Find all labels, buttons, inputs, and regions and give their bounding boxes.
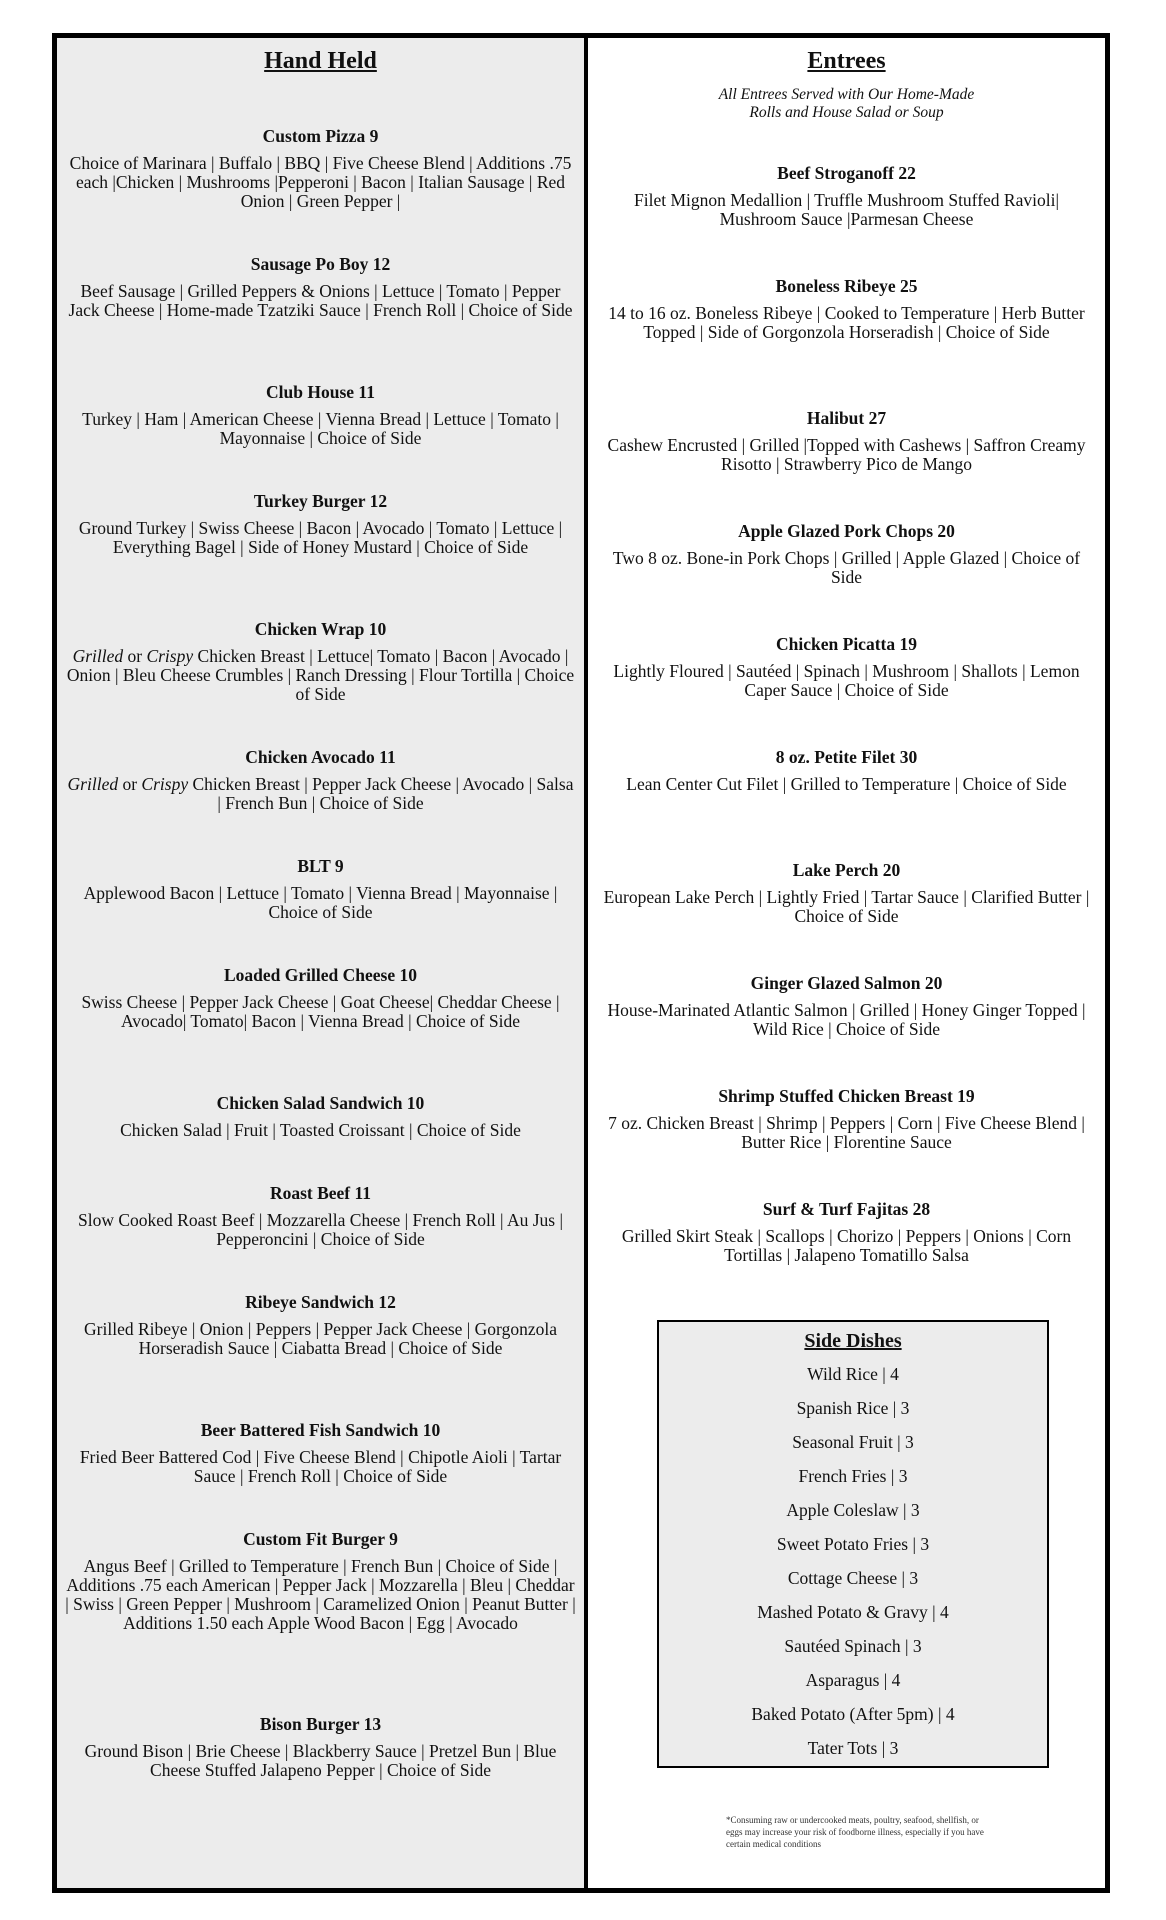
item-desc: Lightly Floured | Sautéed | Spinach | Mushroom | Shallots | Lemon Caper Sauce | Choice of Side	[613, 661, 1080, 700]
side-dish-item: Wild Rice | 4	[807, 1364, 899, 1384]
menu-item	[588, 1199, 1105, 1265]
menu-item	[57, 1183, 584, 1249]
item-name: Sausage Po Boy 12	[250, 254, 391, 274]
item-name: Custom Pizza 9	[262, 126, 379, 146]
menu-item	[57, 856, 584, 922]
menu-item	[57, 491, 584, 557]
item-name: Chicken Salad Sandwich 10	[216, 1093, 425, 1113]
item-name: Apple Glazed Pork Chops 20	[738, 521, 955, 541]
item-name: Surf & Turf Fajitas 28	[762, 1199, 931, 1219]
item-desc-crispy: Crispy	[146, 646, 194, 666]
item-desc-grilled: Grilled	[72, 646, 124, 666]
item-desc: Beef Sausage | Grilled Peppers & Onions | Lettuce | Tomato | Pepper Jack Cheese | Home-made Tzatziki Sauce | French Roll | Choice of Side	[68, 281, 573, 320]
item-desc	[57, 775, 584, 813]
item-desc: Two 8 oz. Bone-in Pork Chops | Grilled | Apple Glazed | Choice of Side	[612, 548, 1081, 587]
menu-item	[588, 860, 1105, 926]
item-name: 8 oz. Petite Filet 30	[775, 747, 918, 767]
menu-item	[588, 163, 1105, 229]
item-name: Club House 11	[266, 382, 375, 402]
item-desc-crispy: Crispy	[141, 774, 189, 794]
menu-item	[57, 382, 584, 448]
item-desc: Choice of Marinara | Buffalo | BBQ | Five Cheese Blend | Additions .75 each |Chicken | Mushrooms |Pepperoni | Bacon | Italian Sausage | Red Onion | Green Pepper |	[69, 153, 572, 211]
item-name: Turkey Burger 12	[253, 491, 388, 511]
side-dish-item: Sautéed Spinach | 3	[784, 1636, 922, 1656]
side-dish-item: Apple Coleslaw | 3	[786, 1500, 920, 1520]
side-dish-item: Sweet Potato Fries | 3	[776, 1534, 930, 1554]
item-desc-or: or	[123, 646, 147, 666]
hand-held-title: Hand Held	[264, 48, 377, 74]
item-desc: 14 to 16 oz. Boneless Ribeye | Cooked to Temperature | Herb Butter Topped | Side of Gorgonzola Horseradish | Choice of Side	[608, 303, 1085, 342]
menu-frame	[52, 33, 1110, 1893]
item-desc	[57, 647, 584, 704]
item-name: Shrimp Stuffed Chicken Breast 19	[718, 1086, 975, 1106]
item-name: Chicken Avocado 11	[245, 747, 396, 767]
side-dish-item: Mashed Potato & Gravy | 4	[757, 1602, 949, 1622]
food-safety-disclaimer: *Consuming raw or undercooked meats, poultry, seafood, shellfish, or eggs may increase your risk of foodborne illness, especially if you have certain medical conditions	[726, 1815, 984, 1849]
menu-item	[57, 619, 584, 704]
side-dishes-title: Side Dishes	[804, 1330, 902, 1352]
item-desc: Filet Mignon Medallion | Truffle Mushroom Stuffed Ravioli| Mushroom Sauce |Parmesan Cheese	[634, 190, 1059, 229]
item-name: Lake Perch 20	[792, 860, 901, 880]
item-name: Bison Burger 13	[259, 1714, 382, 1734]
item-name: Ginger Glazed Salmon 20	[750, 973, 943, 993]
menu-item	[57, 1420, 584, 1486]
item-name: Halibut 27	[806, 408, 887, 428]
item-name: Roast Beef 11	[269, 1183, 372, 1203]
item-name: Chicken Picatta 19	[776, 634, 917, 654]
item-desc: Angus Beef | Grilled to Temperature | French Bun | Choice of Side | Additions .75 each American | Pepper Jack | Mozzarella | Bleu | Cheddar | Swiss | Green Pepper | Mushroom | Caramelized Onion | Peanut Butter | Additions 1.50 each Apple Wood Bacon | Egg | Avocado	[65, 1556, 576, 1633]
menu-item	[588, 408, 1105, 474]
item-desc: Grilled Ribeye | Onion | Peppers | Pepper Jack Cheese | Gorgonzola Horseradish Sauce | Ciabatta Bread | Choice of Side	[84, 1319, 557, 1358]
entrees-column	[588, 38, 1105, 1888]
item-name: BLT 9	[297, 856, 344, 876]
side-dish-item: French Fries | 3	[798, 1466, 908, 1486]
side-dishes-box	[657, 1320, 1049, 1768]
item-desc: Cashew Encrusted | Grilled |Topped with Cashews | Saffron Creamy Risotto | Strawberry Pico de Mango	[607, 435, 1086, 474]
side-dish-item: Tater Tots | 3	[807, 1738, 899, 1758]
entrees-subtitle	[588, 86, 1105, 122]
menu-item	[57, 965, 584, 1031]
menu-item	[57, 1292, 584, 1358]
hand-held-column	[57, 38, 588, 1888]
item-name: Chicken Wrap 10	[254, 619, 387, 639]
side-dish-item: Spanish Rice | 3	[796, 1398, 910, 1418]
entrees-title: Entrees	[807, 48, 886, 74]
item-desc: Chicken Salad | Fruit | Toasted Croissant | Choice of Side	[120, 1120, 521, 1140]
menu-item	[588, 973, 1105, 1039]
menu-item	[57, 1529, 584, 1633]
item-desc-rest: Chicken Breast | Pepper Jack Cheese | Avocado | Salsa | French Bun | Choice of Side	[188, 774, 574, 813]
item-desc-grilled: Grilled	[67, 774, 119, 794]
item-desc: Slow Cooked Roast Beef | Mozzarella Cheese | French Roll | Au Jus | Pepperoncini | Choice of Side	[78, 1210, 563, 1249]
item-desc-rest: Chicken Breast | Lettuce| Tomato | Bacon | Avocado | Onion | Bleu Cheese Crumbles | Ranch Dressing | Flour Tortilla | Choice of Side	[66, 646, 575, 704]
item-desc-or: or	[118, 774, 142, 794]
item-name: Beer Battered Fish Sandwich 10	[200, 1420, 441, 1440]
menu-item	[588, 521, 1105, 587]
menu-item	[588, 747, 1105, 794]
item-name: Beef Stroganoff 22	[777, 163, 916, 183]
menu-item	[57, 126, 584, 211]
item-desc: Lean Center Cut Filet | Grilled to Temperature | Choice of Side	[626, 774, 1067, 794]
item-desc: Fried Beer Battered Cod | Five Cheese Blend | Chipotle Aioli | Tartar Sauce | French Roll | Choice of Side	[79, 1447, 562, 1486]
item-desc: Ground Turkey | Swiss Cheese | Bacon | Avocado | Tomato | Lettuce | Everything Bagel | Side of Honey Mustard | Choice of Side	[78, 518, 563, 557]
side-dish-item: Cottage Cheese | 3	[787, 1568, 919, 1588]
item-desc: Turkey | Ham | American Cheese | Vienna Bread | Lettuce | Tomato | Mayonnaise | Choice of Side	[82, 409, 559, 448]
menu-item	[588, 276, 1105, 342]
item-desc: 7 oz. Chicken Breast | Shrimp | Peppers | Corn | Five Cheese Blend | Butter Rice | Florentine Sauce	[608, 1113, 1085, 1152]
entrees-subtitle-line2: Rolls and House Salad or Soup	[749, 104, 944, 121]
item-name: Ribeye Sandwich 12	[245, 1292, 396, 1312]
side-dish-item: Asparagus | 4	[805, 1670, 901, 1690]
item-name: Loaded Grilled Cheese 10	[224, 965, 417, 985]
menu-item	[57, 1093, 584, 1140]
item-desc: Ground Bison | Brie Cheese | Blackberry Sauce | Pretzel Bun | Blue Cheese Stuffed Jalapeno Pepper | Choice of Side	[84, 1741, 557, 1780]
item-desc: Grilled Skirt Steak | Scallops | Chorizo | Peppers | Onions | Corn Tortillas | Jalapeno Tomatillo Salsa	[621, 1226, 1072, 1265]
menu-item	[57, 1714, 584, 1780]
item-name: Boneless Ribeye 25	[775, 276, 918, 296]
side-dish-item: Seasonal Fruit | 3	[792, 1432, 914, 1452]
side-dish-item: Baked Potato (After 5pm) | 4	[751, 1704, 955, 1724]
item-desc: Applewood Bacon | Lettuce | Tomato | Vienna Bread | Mayonnaise | Choice of Side	[83, 883, 558, 922]
side-dishes-list	[659, 1357, 1047, 1765]
item-desc: Swiss Cheese | Pepper Jack Cheese | Goat Cheese| Cheddar Cheese | Avocado| Tomato| Bacon | Vienna Bread | Choice of Side	[81, 992, 560, 1031]
entrees-subtitle-line1: All Entrees Served with Our Home-Made	[718, 86, 975, 103]
item-desc: House-Marinated Atlantic Salmon | Grilled | Honey Ginger Topped | Wild Rice | Choice of Side	[607, 1000, 1086, 1039]
item-desc: European Lake Perch | Lightly Fried | Tartar Sauce | Clarified Butter | Choice of Side	[603, 887, 1090, 926]
menu-item	[588, 1086, 1105, 1152]
menu-item	[57, 254, 584, 320]
menu-item	[588, 634, 1105, 700]
menu-item	[57, 747, 584, 813]
item-name: Custom Fit Burger 9	[243, 1529, 398, 1549]
